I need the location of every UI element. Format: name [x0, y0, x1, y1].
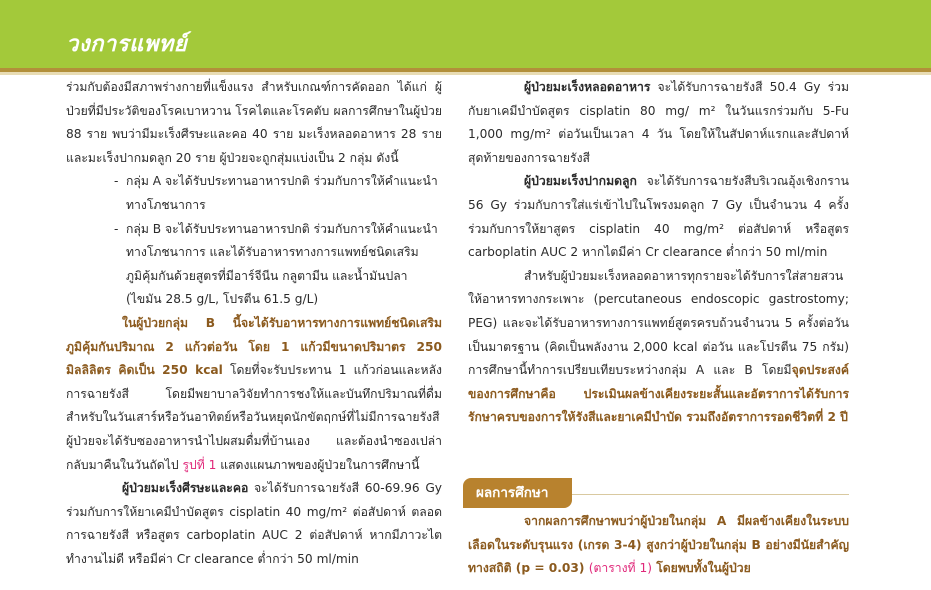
results-paragraph: จากผลการศึกษาพบว่าผู้ป่วยในกลุ่ม A มีผลข้างเคียงในระบบเลือดในระดับรุนแรง (เกรด 3-4) สูงกว่าผู้ป่วยในกลุ่ม B อย่างมีนัยสำคัญทางสถิติ (p = 0.03) (ตารางที่ 1) โดยพบทั้งในผู้ป่วย [468, 514, 849, 576]
intro-paragraph: ร่วมกับต้องมีสภาพร่างกายที่แข็งแรง สำหรับเกณฑ์การคัดออก ได้แก่ ผู้ป่วยที่มีประวัติของโรคเบาหวาน โรคไตและโรคตับ ผลการศึกษาในผู้ป่วย 88 ราย พบว่ามีมะเร็งศีรษะและคอ 40 ราย มะเร็งหลอดอาหาร 28 ราย และมะเร็งปากมดลูก 20 ราย ผู้ป่วยจะถูกสุ่มแบ่งเป็น 2 กลุ่ม ดังนี้ [66, 80, 442, 165]
subheading: ผู้ป่วยมะเร็งศีรษะและคอ [122, 481, 249, 496]
esophageal-paragraph: ผู้ป่วยมะเร็งหลอดอาหาร จะได้รับการฉายรังสี 50.4 Gy ร่วมกับยาเคมีบำบัดสูตร cisplatin 80 mg/ m² ในวันแรกร่วมกับ 5-Fu 1,000 mg/m² ต่อวันเป็นเวลา 4 วัน โดยให้ในสัปดาห์แรกและสัปดาห์สุดท้ายของการฉายรังสี [468, 80, 849, 165]
head-neck-paragraph: ผู้ป่วยมะเร็งศีรษะและคอ จะได้รับการฉายรังสี 60-69.96 Gy ร่วมกับการให้ยาเคมีบำบัดสูตร cisplatin 40 mg/m² ต่อสัปดาห์ ตลอดการฉายรังสี หรือสูตร carboplatin AUC 2 ต่อสัปดาห์ หากมีภาวะไตทำงานไม่ดี หรือมีค่า Cr clearance ต่ำกว่า 50 ml/min [66, 481, 442, 566]
table-link[interactable]: (ตารางที่ 1) [588, 561, 652, 576]
list-item-group-b-cont: ภูมิคุ้มกันด้วยสูตรที่มีอาร์จีนีน กลูตามีน และน้ำมันปลา [126, 268, 408, 283]
highlight-text: ในผู้ป่วยกลุ่ม B นี้จะได้รับอาหารทางการแพทย์ชนิดเสริมภูมิคุ้มกันปริมาณ 2 แก้วต่อวัน โดย 1 แก้วมีขนาดปริมาตร 250 มิลลิลิตร คิดเป็น 250 kcal [66, 315, 442, 378]
group-list [66, 170, 442, 312]
list-item-group-a-cont: ทางโภชนาการ [126, 197, 206, 212]
list-item-group-b-cont: ทางโภชนาการ และได้รับอาหารทางการแพทย์ชนิดเสริม [126, 245, 419, 260]
figure-link[interactable]: รูปที่ 1 [182, 457, 217, 472]
subheading: ผู้ป่วยมะเร็งหลอดอาหาร [524, 80, 651, 94]
section-title-results: ผลการศึกษา [463, 478, 572, 508]
cervical-paragraph: ผู้ป่วยมะเร็งปากมดลูก จะได้รับการฉายรังสีบริเวณอุ้งเชิงกราน 56 Gy ร่วมกับการใส่แร่เข้าไปในโพรงมดลูก 7 Gy เป็นจำนวน 4 ครั้ง ร่วมกับการให้ยาสูตร cisplatin 40 mg/m² ต่อสัปดาห์ หรือสูตร carboplatin AUC 2 หากไตมีค่า Cr clearance ต่ำกว่า 50 ml/min [468, 174, 849, 260]
right-column [468, 76, 849, 430]
list-item-group-b-cont: (ไขมัน 28.5 g/L, โปรตีน 61.5 g/L) [126, 292, 319, 307]
objective-highlight: จุดประสงค์ของการศึกษาคือ ประเมินผลข้างเคียงระยะสั้นและอัตราการได้รับการรักษาครบของการให้รังสีและยาเคมีบำบัด รวมถึงอัตราการรอดชีวิตที่ 2 ปี [468, 363, 849, 425]
left-column [66, 76, 442, 571]
peg-paragraph: สำหรับผู้ป่วยมะเร็งหลอดอาหารทุกรายจะได้รับการใส่สายสวนให้อาหารทางกระเพาะ (percutaneous endoscopic gastrostomy; PEG) และจะได้รับอาหารทางการแพทย์สูตรครบถ้วนจำนวน 5 ครั้งต่อวันเป็นมาตรฐาน (คิดเป็นพลังงาน 2,000 kcal ต่อวัน และโปรตีน 75 กรัม) การศึกษานี้ทำการเปรียบเทียบระหว่างกลุ่ม A และ B โดยมีจุดประสงค์ของการศึกษาคือ ประเมินผลข้างเคียงระยะสั้นและอัตราการได้รับการรักษาครบของการให้รังสีและยาเคมีบำบัด รวมถึงอัตราการรอดชีวิตที่ 2 ปี [468, 268, 849, 425]
magazine-logo: วงการแพทย์ [66, 32, 188, 57]
section-divider [572, 494, 849, 495]
list-item-group-a: - กลุ่ม A จะได้รับประทานอาหารปกติ ร่วมกับการให้คำแนะนำ [114, 170, 442, 194]
group-b-paragraph: ในผู้ป่วยกลุ่ม B นี้จะได้รับอาหารทางการแพทย์ชนิดเสริมภูมิคุ้มกันปริมาณ 2 แก้วต่อวัน โดย 1 แก้วมีขนาดปริมาตร 250 มิลลิลิตร คิดเป็น 250 kcal โดยที่จะรับประทาน 1 แก้วก่อนและหลังการฉายรังสี โดยมีพยาบาลวิจัยทำการชงให้และบันทึกปริมาณที่ดื่ม สำหรับในวันเสาร์หรือวันอาทิตย์หรือวันหยุดนักขัตฤกษ์ที่ไม่มีการฉายรังสี ผู้ป่วยจะได้รับซองอาหารนำไปผสมดื่มที่บ้านเอง และต้องนำซองเปล่ากลับมาคืนในวันถัดไป รูปที่ 1 แสดงแผนภาพของผู้ป่วยในการศึกษานี้ [66, 315, 442, 472]
header-stripe-light [0, 72, 931, 75]
list-item-group-b: - กลุ่ม B จะได้รับประทานอาหารปกติ ร่วมกับการให้คำแนะนำ [114, 218, 442, 242]
subheading: ผู้ป่วยมะเร็งปากมดลูก [524, 174, 637, 189]
